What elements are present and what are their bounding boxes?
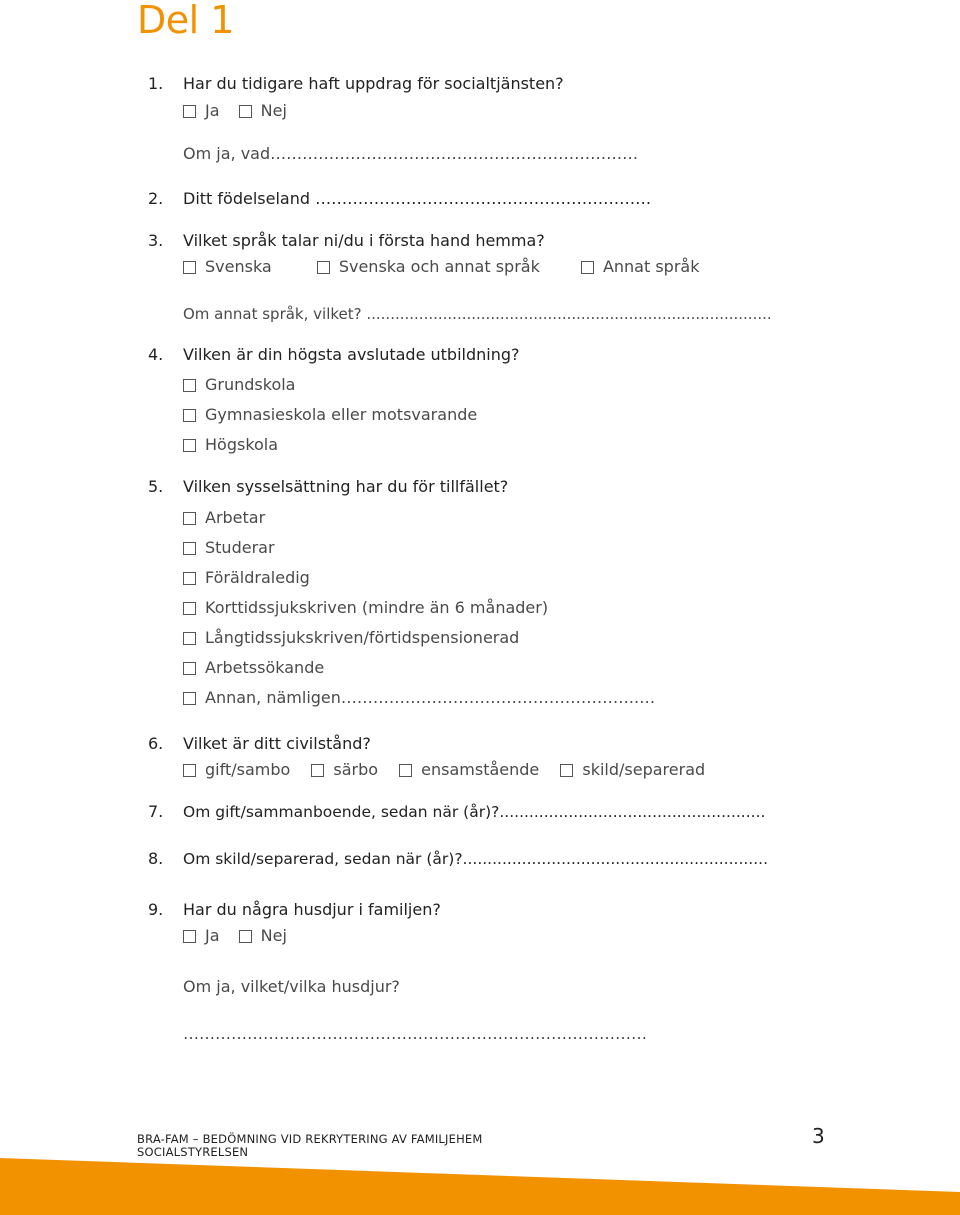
checkbox[interactable]	[183, 105, 196, 118]
option-annan[interactable]: Annan, nämligen………………………………………………..…	[183, 688, 655, 710]
checkbox[interactable]	[183, 542, 196, 555]
option-langtidssjukskriven[interactable]: Långtidssjukskriven/förtidspensionerad	[183, 628, 519, 650]
question-7-text[interactable]: Om gift/sammanboende, sedan när (år)?......................................................	[183, 803, 766, 821]
question-number: 9.	[148, 900, 164, 919]
option-skild-separerad[interactable]: skild/separerad	[560, 760, 705, 780]
checkbox[interactable]	[239, 930, 252, 943]
footer-publisher: SOCIALSTYRELSEN	[137, 1145, 249, 1159]
option-arbetar[interactable]: Arbetar	[183, 508, 265, 530]
checkbox[interactable]	[183, 379, 196, 392]
question-3-options	[183, 257, 699, 279]
checkbox[interactable]	[311, 764, 324, 777]
question-1-options	[183, 101, 287, 123]
option-arbetssokande[interactable]: Arbetssökande	[183, 658, 324, 680]
question-9-text: Har du några husdjur i familjen?	[183, 900, 441, 919]
answer-line[interactable]: ……………………………………………………………………………	[183, 1024, 647, 1043]
question-number: 8.	[148, 849, 164, 868]
question-number: 2.	[148, 189, 164, 208]
page-number: 3	[812, 1124, 825, 1148]
question-number: 4.	[148, 345, 164, 364]
question-number: 1.	[148, 74, 164, 93]
question-number: 7.	[148, 802, 164, 821]
checkbox[interactable]	[560, 764, 573, 777]
question-3-text: Vilket språk talar ni/du i första hand hemma?	[183, 231, 545, 250]
checkbox[interactable]	[183, 512, 196, 525]
question-number: 6.	[148, 734, 164, 753]
option-korttidssjukskriven[interactable]: Korttidssjukskriven (mindre än 6 månader)	[183, 598, 548, 620]
question-8-text[interactable]: Om skild/separerad, sedan när (år)?..............................................................	[183, 850, 769, 868]
orange-band-shape	[0, 1158, 960, 1215]
option-ja[interactable]: Ja	[183, 101, 220, 121]
checkbox[interactable]	[183, 930, 196, 943]
checkbox[interactable]	[183, 764, 196, 777]
option-hogskola[interactable]: Högskola	[183, 435, 278, 457]
footer-orange-band	[0, 1150, 960, 1215]
option-annat-sprak[interactable]: Annat språk	[581, 257, 700, 277]
option-grundskola[interactable]: Grundskola	[183, 375, 295, 397]
checkbox[interactable]	[399, 764, 412, 777]
checkbox[interactable]	[183, 692, 196, 705]
question-4-text: Vilken är din högsta avslutade utbildning?	[183, 345, 520, 364]
question-6-options	[183, 760, 705, 782]
option-ensamstaende[interactable]: ensamstående	[399, 760, 539, 780]
checkbox[interactable]	[581, 261, 594, 274]
checkbox[interactable]	[183, 662, 196, 675]
option-nej[interactable]: Nej	[239, 926, 287, 946]
option-svenska[interactable]: Svenska	[183, 257, 272, 277]
option-svenska-och-annat[interactable]: Svenska och annat språk	[317, 257, 540, 277]
checkbox[interactable]	[183, 602, 196, 615]
question-1-text: Har du tidigare haft uppdrag för socialtjänsten?	[183, 74, 564, 93]
option-foraldraledig[interactable]: Föräldraledig	[183, 568, 310, 590]
checkbox[interactable]	[183, 439, 196, 452]
footer-publication-title: BRA-FAM – BEDÖMNING VID REKRYTERING AV FAMILJEHEM	[137, 1132, 483, 1146]
checkbox[interactable]	[239, 105, 252, 118]
checkbox[interactable]	[317, 261, 330, 274]
question-2-text[interactable]: Ditt födelseland ………………………………………………………	[183, 189, 652, 208]
question-1-followup[interactable]: Om ja, vad……………………………………………………………	[183, 144, 639, 163]
question-number: 3.	[148, 231, 164, 250]
question-9-followup: Om ja, vilket/vilka husdjur?	[183, 977, 400, 996]
option-nej[interactable]: Nej	[239, 101, 287, 121]
option-gymnasieskola[interactable]: Gymnasieskola eller motsvarande	[183, 405, 477, 427]
section-title: Del 1	[137, 0, 234, 42]
question-6-text: Vilket är ditt civilstånd?	[183, 734, 371, 753]
checkbox[interactable]	[183, 572, 196, 585]
question-9-options	[183, 926, 287, 948]
option-sarbo[interactable]: särbo	[311, 760, 378, 780]
checkbox[interactable]	[183, 261, 196, 274]
question-number: 5.	[148, 477, 164, 496]
checkbox[interactable]	[183, 632, 196, 645]
option-studerar[interactable]: Studerar	[183, 538, 275, 560]
checkbox[interactable]	[183, 409, 196, 422]
option-gift-sambo[interactable]: gift/sambo	[183, 760, 290, 780]
question-5-text: Vilken sysselsättning har du för tillfället?	[183, 477, 509, 496]
question-3-followup[interactable]: Om annat språk, vilket? .....................................................................................	[183, 305, 772, 323]
option-ja[interactable]: Ja	[183, 926, 220, 946]
